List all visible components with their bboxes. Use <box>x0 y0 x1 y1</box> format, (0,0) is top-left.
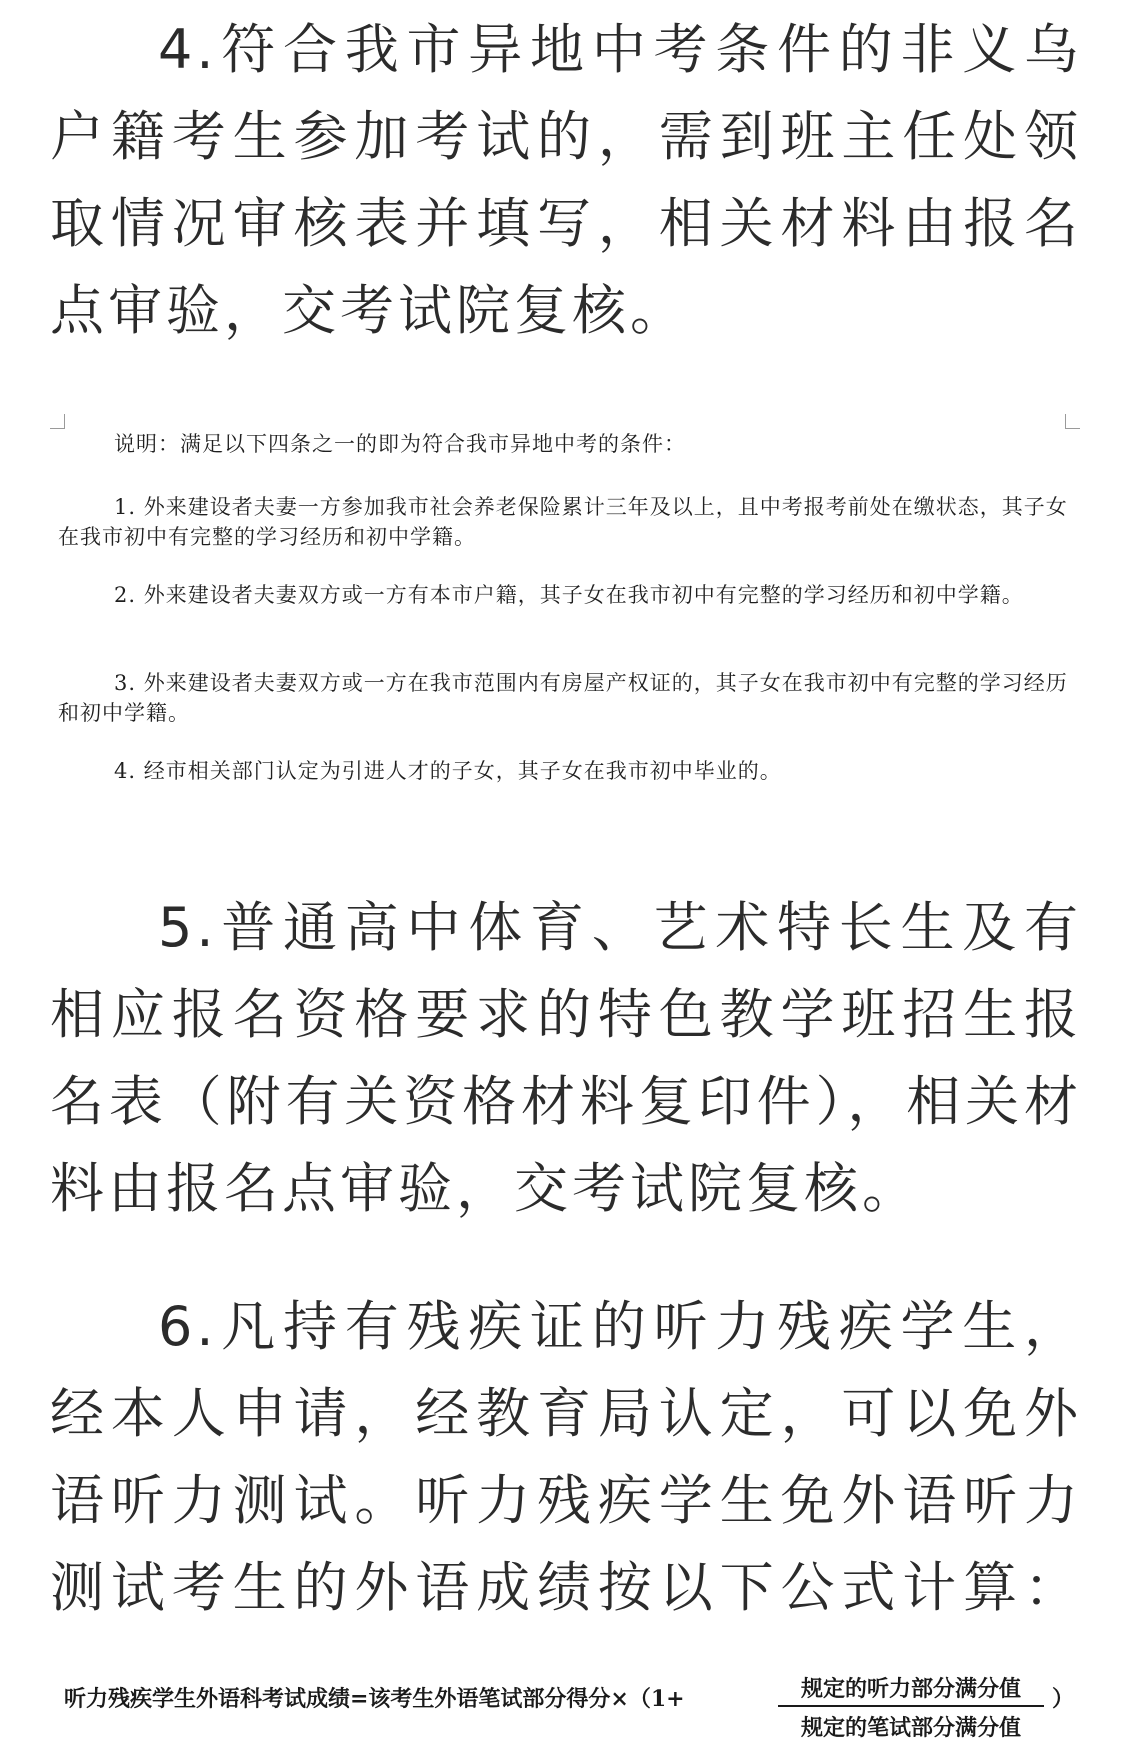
corner-mark-right <box>1065 414 1080 429</box>
note-title: 说明：满足以下四条之一的即为符合我市异地中考的条件： <box>114 432 686 456</box>
formula-denominator: 规定的笔试部分满分值 <box>800 1715 1021 1741</box>
formula-numerator: 规定的听力部分满分值 <box>778 1672 1044 1707</box>
score-formula <box>64 1672 1074 1742</box>
condition-3: 3. 外来建设者夫妻双方或一方在我市范围内有房屋产权证的，其子女在我市初中有完整的学习经历和初中学籍。 <box>58 671 1068 725</box>
condition-4: 4. 经市相关部门认定为引进人才的子女，其子女在我市初中毕业的。 <box>114 759 782 783</box>
item-6-paragraph: 6.凡持有残疾证的听力残疾学生，经本人申请，经教育局认定，可以免外语听力测试。听力残疾学生免外语听力测试考生的外语成绩按以下公式计算： <box>50 1295 1082 1619</box>
item-5-paragraph: 5.普通高中体育、艺术特长生及有相应报名资格要求的特色教学班招生报名表（附有关资格材料复印件），相关材料由报名点审验，交考试院复核。 <box>50 896 1082 1220</box>
formula-close-paren: ） <box>1052 1686 1075 1712</box>
conditions-note-image <box>50 414 1080 804</box>
corner-mark-left <box>50 414 65 429</box>
formula-lhs: 听力残疾学生外语科考试成绩=该考生外语笔试部分得分×（1+ <box>64 1686 685 1712</box>
condition-1: 1. 外来建设者夫妻一方参加我市社会养老保险累计三年及以上，且中考报考前处在缴状态，其子女在我市初中有完整的学习经历和初中学籍。 <box>58 495 1068 549</box>
formula-fraction <box>778 1672 1044 1742</box>
condition-2: 2. 外来建设者夫妻双方或一方有本市户籍，其子女在我市初中有完整的学习经历和初中学籍。 <box>114 583 1024 607</box>
item-4-paragraph: 4.符合我市异地中考条件的非义乌户籍考生参加考试的，需到班主任处领取情况审核表并填写，相关材料由报名点审验，交考试院复核。 <box>50 18 1082 342</box>
